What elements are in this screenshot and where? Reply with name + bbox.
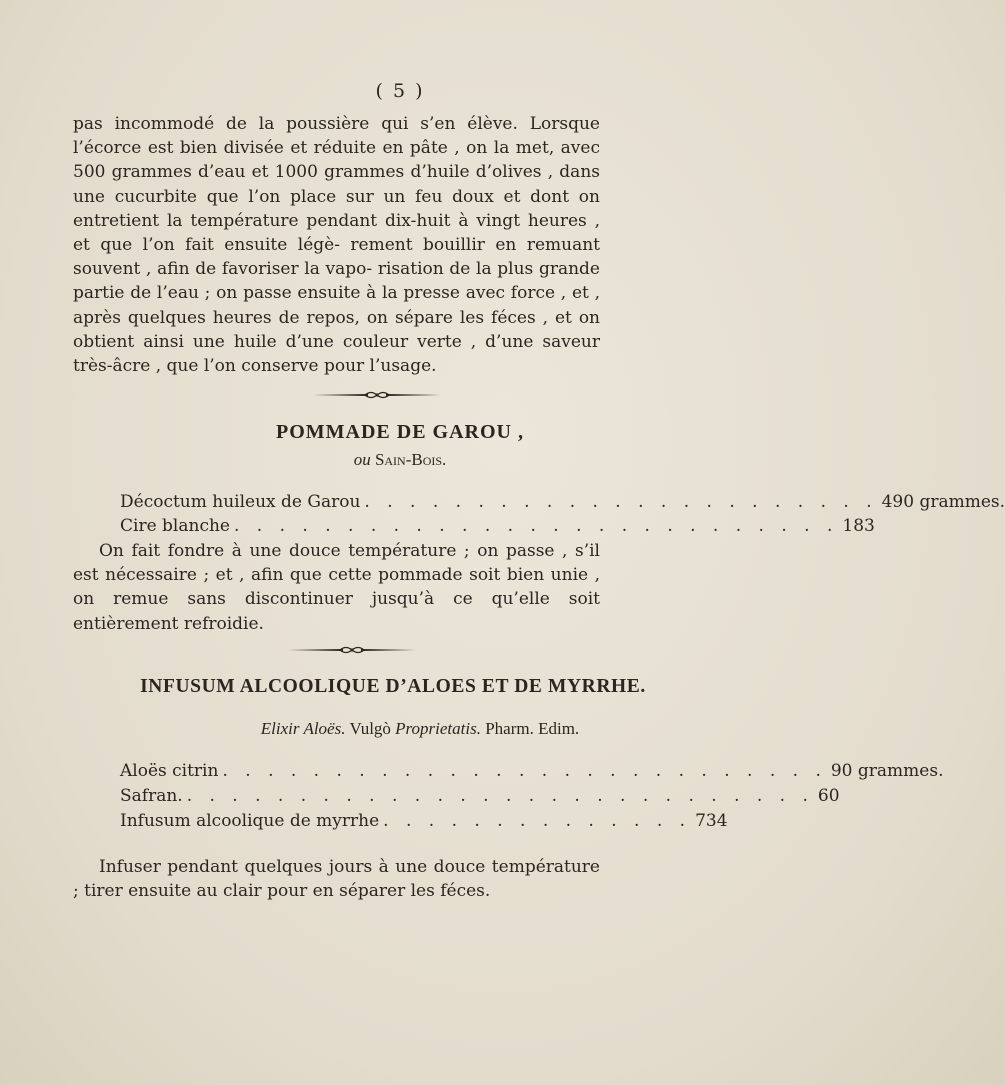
ingredient-quantity: 490 grammes. <box>881 492 1005 512</box>
section1-instructions: On fait fondre à une douce température ; on passe , s’il est nécessaire ; et , afin que cette pommade soit bien unie , on remue sans discontinuer jusqu’à ce qu’elle soit entièrement refroidie. <box>73 541 600 634</box>
ingredient-name: Décoctum huileux de Garou <box>120 492 361 512</box>
section2-subtitle-italic2: Proprietatis. <box>395 719 481 738</box>
page-number: ( 5 ) <box>375 80 425 102</box>
section2-instructions: Infuser pendant quelques jours à une douce température ; tirer ensuite au clair pour en séparer les féces. <box>73 857 600 902</box>
ornamental-rule <box>288 645 416 655</box>
leader-dots: . . . . . . . . . . . . . . <box>383 811 692 831</box>
ingredient-name: Safran. <box>120 786 183 806</box>
ingredient-name: Infusum alcoolique de myrrhe <box>120 811 380 831</box>
ingredient-quantity: 734 <box>695 811 728 831</box>
ingredient-row <box>120 786 840 806</box>
ingredient-row <box>120 492 1005 512</box>
leader-dots: . . . . . . . . . . . . . . . . . . . . . . . . . . . <box>222 761 827 781</box>
ingredient-row <box>120 761 944 781</box>
ornamental-rule <box>313 390 441 400</box>
section2-subtitle-end: Pharm. Edim. <box>485 719 580 738</box>
ingredient-row <box>120 811 728 831</box>
ingredient-name: Aloës citrin <box>120 761 219 781</box>
ingredient-quantity: 90 grammes. <box>830 761 944 781</box>
ingredient-name: Cire blanche <box>120 516 230 536</box>
leader-dots: . . . . . . . . . . . . . . . . . . . . . . . . . . . . <box>186 786 814 806</box>
section2-title: INFUSUM ALCOOLIQUE D’ALOES ET DE MYRRHE. <box>140 676 646 697</box>
section2-subtitle <box>20 719 820 739</box>
ingredient-quantity: 60 <box>817 786 840 806</box>
intro-paragraph: pas incommodé de la poussière qui s’en élève. Lorsque l’écorce est bien divisée et réduite en pâte , on la met, avec 500 grammes d’eau et 1000 grammes d’huile d’olives , dans une cucurbite que l’on place sur un feu doux et dont on entretient la température pendant dix-huit à vingt heures , et que l’on fait ensuite légè- rement bouillir en remuant souvent , afin de favoriser la vapo- risation de la plus grande partie de l’eau ; on passe ensuite à la presse avec force , et , après quelques heures de repos, on sépare les féces , et on obtient ainsi une huile d’une couleur verte , d’une saveur très-âcre , que l’on conserve pour l’usage. <box>73 114 600 377</box>
section1-subtitle <box>0 450 800 470</box>
section1-subtitle-text: Sain-Bois. <box>374 450 447 469</box>
section2-subtitle-mid: Vulgò <box>349 719 391 738</box>
ingredient-quantity: 183 <box>842 516 875 536</box>
section2-subtitle-italic: Elixir Aloës. <box>260 719 346 738</box>
section1-title: POMMADE DE GAROU , <box>276 421 524 443</box>
leader-dots: . . . . . . . . . . . . . . . . . . . . . . . <box>364 492 878 512</box>
ingredient-row <box>120 516 875 536</box>
section1-subtitle-prefix: ou <box>353 450 371 469</box>
leader-dots: . . . . . . . . . . . . . . . . . . . . . . . . . . . <box>233 516 839 536</box>
